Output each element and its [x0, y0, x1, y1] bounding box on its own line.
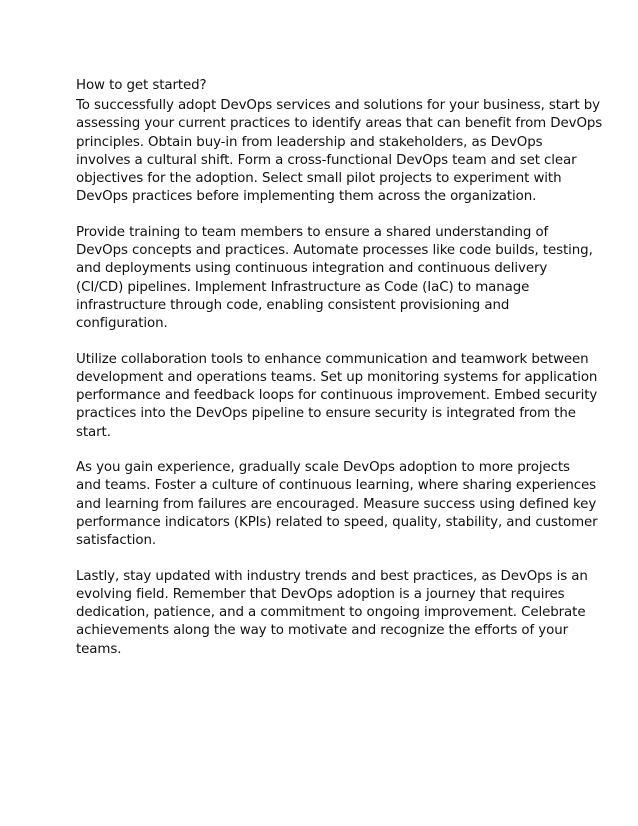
text-line: assessing your current practices to identify areas that can benefit from DevOps	[76, 116, 603, 132]
text-line: performance and feedback loops for continuous improvement. Embed security	[76, 388, 598, 404]
document-body	[76, 76, 603, 676]
text-line: involves a cultural shift. Form a cross-functional DevOps team and set clear	[76, 152, 577, 168]
text-line: performance indicators (KPIs) related to speed, quality, stability, and customer	[76, 514, 598, 530]
text-line: and teams. Foster a culture of continuous learning, where sharing experiences	[76, 478, 597, 494]
paragraph-staying-updated	[76, 568, 588, 659]
text-line: evolving field. Remember that DevOps adoption is a journey that requires	[76, 586, 565, 602]
text-line: dedication, patience, and a commitment to ongoing improvement. Celebrate	[76, 605, 586, 621]
paragraph-getting-started	[76, 97, 603, 207]
text-line: DevOps practices before implementing them across the organization.	[76, 189, 537, 205]
text-line: teams.	[76, 641, 122, 657]
paragraph-scaling	[76, 459, 598, 550]
text-line: principles. Obtain buy-in from leadership and stakeholders, as DevOps	[76, 134, 543, 150]
text-line: satisfaction.	[76, 533, 157, 549]
section-heading: How to get started?	[76, 78, 207, 93]
text-line: As you gain experience, gradually scale DevOps adoption to more projects	[76, 460, 570, 476]
text-line: and learning from failures are encouraged. Measure success using defined key	[76, 496, 597, 512]
paragraph-training-automation	[76, 224, 593, 334]
text-line: To successfully adopt DevOps services and solutions for your business, start by	[76, 98, 600, 113]
text-line: Utilize collaboration tools to enhance communication and teamwork between	[76, 351, 589, 367]
text-line: start.	[76, 424, 111, 440]
text-line: DevOps concepts and practices. Automate processes like code builds, testing,	[76, 243, 593, 259]
text-line: and deployments using continuous integration and continuous delivery	[76, 261, 548, 277]
text-line: Provide training to team members to ensure a shared understanding of	[76, 224, 549, 240]
text-line: infrastructure through code, enabling consistent provisioning and	[76, 297, 510, 313]
text-line: Lastly, stay updated with industry trends and best practices, as DevOps is an	[76, 568, 588, 584]
text-line: (CI/CD) pipelines. Implement Infrastructure as Code (IaC) to manage	[76, 279, 530, 295]
text-line: achievements along the way to motivate and recognize the efforts of your	[76, 623, 568, 639]
text-line: configuration.	[76, 316, 168, 332]
text-line: development and operations teams. Set up monitoring systems for application	[76, 369, 598, 385]
paragraph-collaboration-monitoring	[76, 351, 598, 442]
text-line: objectives for the adoption. Select small pilot projects to experiment with	[76, 171, 562, 187]
text-line: practices into the DevOps pipeline to ensure security is integrated from the	[76, 406, 576, 422]
